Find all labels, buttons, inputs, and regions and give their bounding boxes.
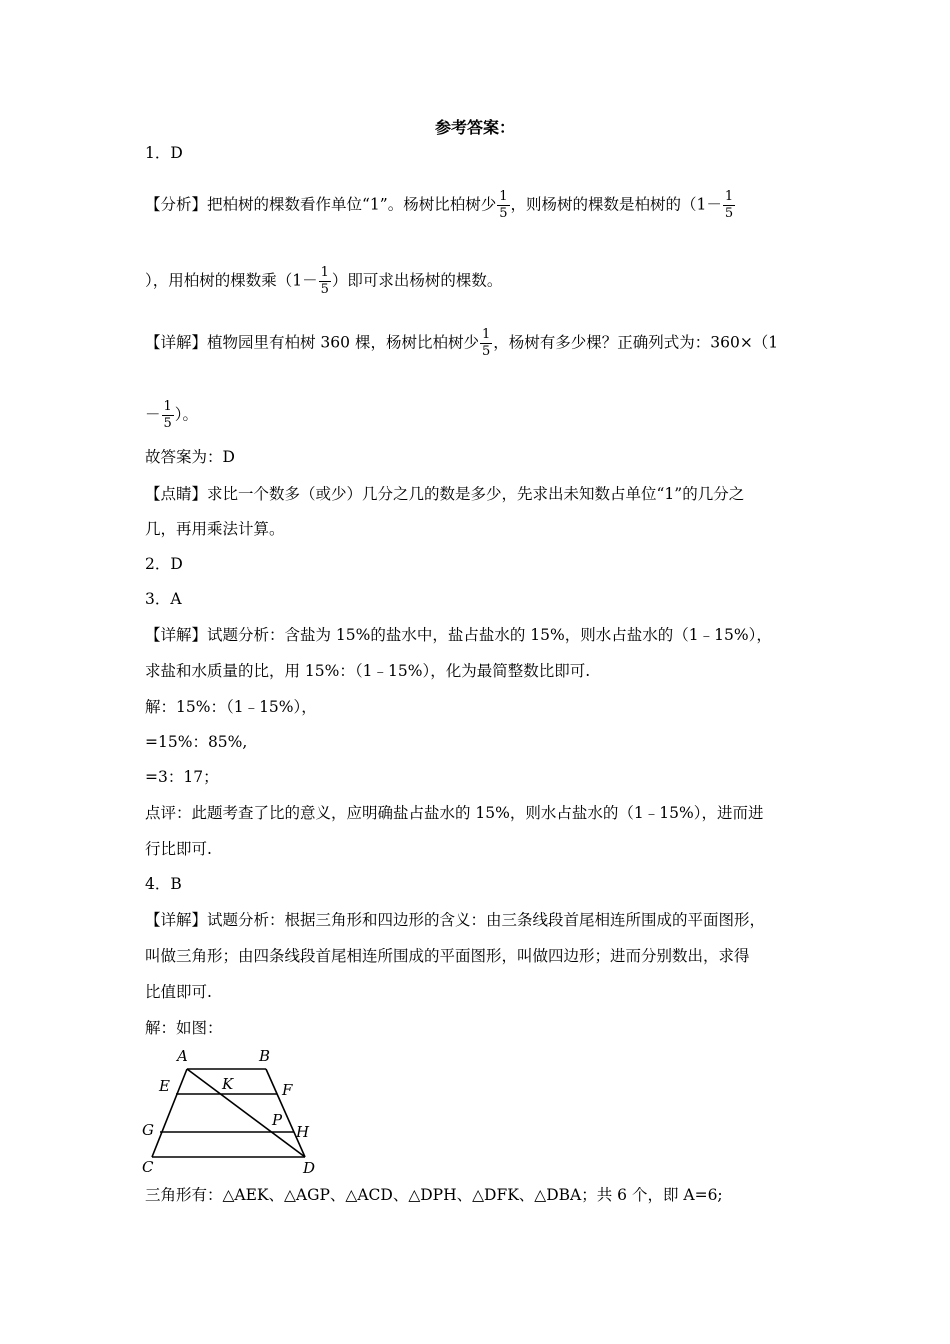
point-label: P <box>272 1111 283 1129</box>
q1-analysis-line1 <box>145 190 736 221</box>
point-label: G <box>142 1121 154 1139</box>
fraction-numerator: 1 <box>163 399 172 414</box>
fraction-denominator: 5 <box>320 282 329 297</box>
q2-answer: 2．D <box>145 555 183 573</box>
point-label: E <box>159 1077 170 1095</box>
q3-comment-line1: 点评：此题考查了比的意义，应明确盐占盐水的 15%，则水占盐水的（1﹣15%），进而进 <box>145 804 764 822</box>
q3-comment-line2: 行比即可. <box>145 840 212 858</box>
q1-analysis-text-c: ），用柏树的棵数乘（1－ <box>145 271 318 290</box>
q1-detail-line1 <box>145 328 778 359</box>
q3-answer: 3．A <box>145 590 182 608</box>
q4-solution-line1: 解：如图： <box>145 1019 223 1037</box>
q1-analysis-line2 <box>145 266 502 297</box>
page-title: 参考答案： <box>434 118 515 137</box>
fraction-one-fifth <box>162 400 174 431</box>
q4-detail-line3: 比值即可. <box>145 983 212 1001</box>
fraction-denominator: 5 <box>163 416 172 431</box>
fraction-one-fifth <box>319 266 331 297</box>
q1-detail-text-a: 【详解】植物园里有柏树 360 棵，杨树比柏树少 <box>145 333 479 352</box>
point-label: A <box>177 1047 188 1065</box>
q3-detail-line1: 【详解】试题分析：含盐为 15%的盐水中，盐占盐水的 15%，则水占盐水的（1﹣15%）， <box>145 626 772 644</box>
fraction-one-fifth <box>497 190 509 221</box>
q1-detail-text-c: － <box>145 405 161 424</box>
q1-answer: 1．D <box>145 144 183 162</box>
q1-detail-text-d: ）。 <box>174 405 199 424</box>
q3-solution-line3: =3：17； <box>145 768 219 786</box>
q3-solution-line1: 解：15%：（1﹣15%）， <box>145 698 317 716</box>
q1-detail-text-b: ，杨树有多少棵？正确列式为：360×（1 <box>493 333 779 352</box>
q1-tip-line1: 【点睛】求比一个数多（或少）几分之几的数是多少，先求出未知数占单位“1”的几分之 <box>145 485 745 503</box>
point-label: B <box>259 1047 271 1065</box>
fraction-numerator: 1 <box>320 265 329 280</box>
point-label: D <box>303 1159 316 1175</box>
fraction-one-fifth <box>723 190 735 221</box>
q4-triangles-line: 三角形有：△AEK、△AGP、△ACD、△DPH、△DFK、△DBA；共 6 个，即 A=6; <box>145 1186 723 1204</box>
q1-analysis-text-a: 【分析】把柏树的棵数看作单位“1”。杨树比柏树少 <box>145 195 497 214</box>
q3-solution-line2: =15%：85%, <box>145 733 248 751</box>
fraction-numerator: 1 <box>724 189 734 204</box>
q3-detail-line2: 求盐和水质量的比，用 15%：（1﹣15%），化为最简整数比即可. <box>145 662 591 680</box>
fraction-numerator: 1 <box>499 189 508 204</box>
q1-analysis-text-d: ）即可求出杨树的棵数。 <box>331 271 503 290</box>
trapezoid-figure <box>140 1045 330 1175</box>
point-label: C <box>142 1158 154 1175</box>
point-label: K <box>222 1075 234 1093</box>
q4-detail-line1: 【详解】试题分析：根据三角形和四边形的含义：由三条线段首尾相连所围成的平面图形， <box>145 911 766 929</box>
q1-analysis-text-b: ，则杨树的棵数是柏树的（1－ <box>510 195 722 214</box>
q1-detail-line2 <box>145 400 198 431</box>
fraction-numerator: 1 <box>481 327 491 342</box>
point-label: H <box>296 1123 310 1141</box>
fraction-one-fifth <box>480 328 492 359</box>
fraction-denominator: 5 <box>481 344 491 359</box>
fraction-denominator: 5 <box>724 206 734 221</box>
fraction-denominator: 5 <box>499 206 508 221</box>
q1-result: 故答案为：D <box>145 448 235 466</box>
q4-answer: 4．B <box>145 875 182 893</box>
q4-detail-line2: 叫做三角形；由四条线段首尾相连所围成的平面图形，叫做四边形；进而分别数出，求得 <box>145 947 750 965</box>
q1-tip-line2: 几，再用乘法计算。 <box>145 520 285 538</box>
point-label: F <box>282 1081 293 1099</box>
